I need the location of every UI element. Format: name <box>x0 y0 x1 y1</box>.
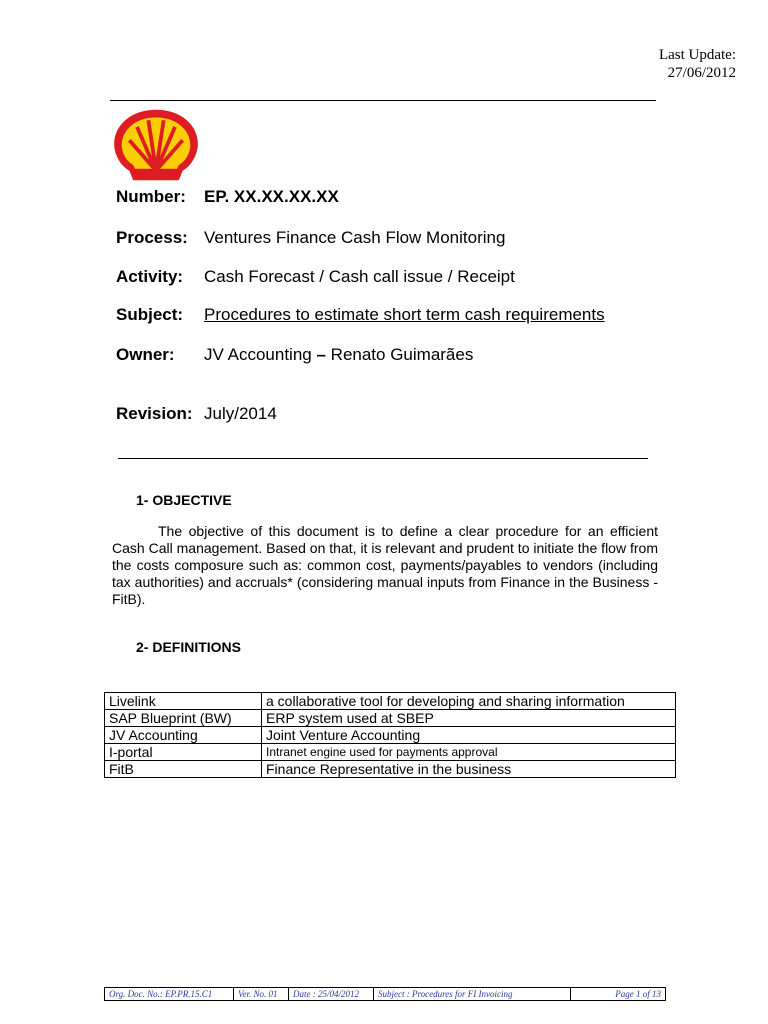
definitions-table <box>104 692 676 778</box>
term-cell: I-portal <box>105 744 262 761</box>
objective-heading: 1- OBJECTIVE <box>136 492 232 508</box>
objective-paragraph <box>112 523 658 608</box>
term-cell: Livelink <box>105 693 262 710</box>
last-update-label: Last Update: <box>658 47 736 63</box>
number-value: EP. XX.XX.XX.XX <box>204 187 339 206</box>
table-row <box>105 761 676 778</box>
page-footer <box>104 987 666 1001</box>
definitions-heading: 2- DEFINITIONS <box>136 639 242 655</box>
process-value: Ventures Finance Cash Flow Monitoring <box>204 228 506 247</box>
definition-cell: Joint Venture Accounting <box>262 727 676 744</box>
owner-label: Owner: <box>116 345 175 364</box>
term-cell: FitB <box>105 761 262 778</box>
revision-label: Revision: <box>116 404 193 423</box>
shell-logo-icon <box>108 106 204 184</box>
footer-subject: Subject : Procedures for FI Invoicing <box>374 988 571 1001</box>
term-cell: SAP Blueprint (BW) <box>105 710 262 727</box>
table-row <box>105 693 676 710</box>
top-divider <box>110 100 656 101</box>
number-label: Number: <box>116 187 186 206</box>
definition-cell: Finance Representative in the business <box>262 761 676 778</box>
definition-cell: Intranet engine used for payments approval <box>262 744 676 761</box>
table-row <box>105 727 676 744</box>
definition-cell: ERP system used at SBEP <box>262 710 676 727</box>
activity-value: Cash Forecast / Cash call issue / Receipt <box>204 267 515 286</box>
owner-name: Renato Guimarães <box>325 345 474 364</box>
last-update <box>659 46 736 82</box>
term-cell: JV Accounting <box>105 727 262 744</box>
process-label: Process: <box>116 228 188 247</box>
footer-date: Date : 25/04/2012 <box>289 988 374 1001</box>
footer-version: Ver. No. 01 <box>234 988 289 1001</box>
objective-text: The objective of this document is to define a clear procedure for an efficient Cash Call management. Based on that, it is relevant and prudent to initiate the flow from the costs composure such as: common cost, payments/payables to vendors (including tax authorities) and accruals* (considering manual inputs from Finance in the Business - FitB). <box>112 523 658 607</box>
subject-value: Procedures to estimate short term cash requirements <box>204 305 605 324</box>
revision-value: July/2014 <box>204 404 277 423</box>
definition-cell: a collaborative tool for developing and sharing information <box>262 693 676 710</box>
section-divider <box>118 458 648 459</box>
table-row <box>105 710 676 727</box>
table-row <box>105 744 676 761</box>
owner-dash: – <box>316 345 326 364</box>
owner-value <box>204 345 473 365</box>
owner-dept: JV Accounting <box>204 345 317 364</box>
footer-page-number: Page 1 of 13 <box>571 988 666 1001</box>
subject-label: Subject: <box>116 305 184 324</box>
activity-label: Activity: <box>116 267 184 286</box>
footer-doc-no: Org. Doc. No.: EP.PR.15.C1 <box>105 988 234 1001</box>
last-update-date: 27/06/2012 <box>667 65 736 81</box>
